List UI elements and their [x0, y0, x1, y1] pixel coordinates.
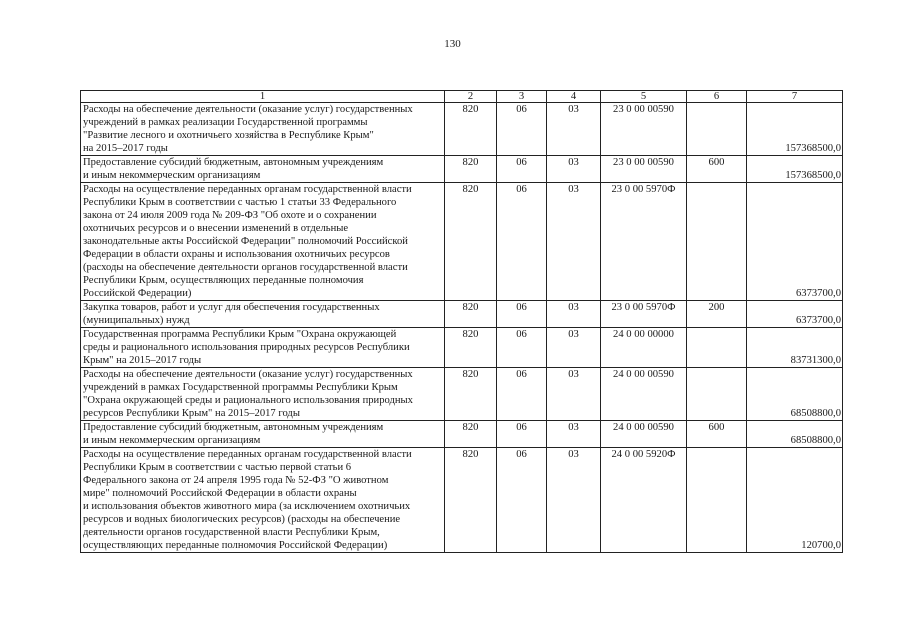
section-code: 06 — [497, 183, 547, 301]
subsection-code: 03 — [547, 421, 601, 448]
description-line: Российской Федерации) — [83, 288, 192, 299]
table-row — [81, 328, 843, 368]
section-code: 06 — [497, 301, 547, 328]
table-row — [81, 183, 843, 301]
subsection-code: 03 — [547, 301, 601, 328]
description-line: и иным некоммерческим организациям — [83, 170, 261, 181]
description-line: Закупка товаров, работ и услуг для обеспечения государственных — [83, 302, 380, 313]
description-line: осуществляющих переданные полномочия Российской Федерации) — [83, 540, 388, 551]
row-description — [81, 368, 445, 421]
description-line: деятельности органов государственной власти Республики Крым, — [83, 527, 380, 538]
header-cell-7: 7 — [747, 91, 843, 103]
description-line: Республики Крым в соответствии с частью первой статьи 6 — [83, 462, 352, 473]
amount-value: 83731300,0 — [747, 328, 843, 368]
expense-type-code: 600 — [687, 156, 747, 183]
description-line: "Охрана окружающей среды и рационального использования природных — [83, 395, 413, 406]
page-number: 130 — [444, 38, 461, 50]
target-item-code: 24 0 00 00590 — [601, 368, 687, 421]
description-line: и иным некоммерческим организациям — [83, 435, 261, 446]
target-item-code: 24 0 00 5920Ф — [601, 448, 687, 553]
amount-value: 6373700,0 — [747, 301, 843, 328]
amount-value: 68508800,0 — [747, 421, 843, 448]
expense-type-code — [687, 368, 747, 421]
table-row — [81, 103, 843, 156]
budget-admin-code: 820 — [445, 368, 497, 421]
description-line: Расходы на обеспечение деятельности (оказание услуг) государственных — [83, 369, 413, 380]
target-item-code: 24 0 00 00000 — [601, 328, 687, 368]
budget-table — [80, 90, 843, 553]
expense-type-code — [687, 183, 747, 301]
amount-value: 6373700,0 — [747, 183, 843, 301]
description-line: "Развитие лесного и охотничьего хозяйства в Республике Крым" — [83, 130, 374, 141]
description-line: ресурсов Республики Крым" на 2015–2017 годы — [83, 408, 300, 419]
row-description — [81, 421, 445, 448]
table-row — [81, 368, 843, 421]
section-code: 06 — [497, 368, 547, 421]
header-row — [81, 91, 843, 103]
amount-value: 68508800,0 — [747, 368, 843, 421]
row-description — [81, 156, 445, 183]
subsection-code: 03 — [547, 183, 601, 301]
subsection-code: 03 — [547, 156, 601, 183]
row-description — [81, 328, 445, 368]
table-row — [81, 156, 843, 183]
description-line: законодательные акты Российской Федерации" полномочий Российской — [83, 236, 408, 247]
budget-admin-code: 820 — [445, 103, 497, 156]
description-line: Предоставление субсидий бюджетным, автономным учреждениям — [83, 157, 384, 168]
target-item-code: 23 0 00 5970Ф — [601, 183, 687, 301]
budget-admin-code: 820 — [445, 301, 497, 328]
subsection-code: 03 — [547, 103, 601, 156]
section-code: 06 — [497, 328, 547, 368]
description-line: и использования объектов животного мира (за исключением охотничьих — [83, 501, 411, 512]
budget-admin-code: 820 — [445, 328, 497, 368]
section-code: 06 — [497, 103, 547, 156]
description-line: Расходы на осуществление переданных органам государственной власти — [83, 184, 412, 195]
header-cell-2: 2 — [445, 91, 497, 103]
description-line: учреждений в рамках реализации Государственной программы — [83, 117, 368, 128]
budget-admin-code: 820 — [445, 448, 497, 553]
budget-admin-code: 820 — [445, 183, 497, 301]
expense-type-code: 600 — [687, 421, 747, 448]
description-line: (муниципальных) нужд — [83, 315, 190, 326]
section-code: 06 — [497, 448, 547, 553]
row-description — [81, 448, 445, 553]
subsection-code: 03 — [547, 328, 601, 368]
table-row — [81, 448, 843, 553]
description-line: (расходы на обеспечение деятельности органов государственной власти — [83, 262, 408, 273]
description-line: Государственная программа Республики Крым "Охрана окружающей — [83, 329, 397, 340]
description-line: Расходы на осуществление переданных органам государственной власти — [83, 449, 412, 460]
description-line: среды и рационального использования природных ресурсов Республики — [83, 342, 410, 353]
description-line: Республики Крым, осуществляющих переданные полномочия — [83, 275, 364, 286]
header-cell-5: 5 — [601, 91, 687, 103]
target-item-code: 23 0 00 00590 — [601, 156, 687, 183]
budget-admin-code: 820 — [445, 156, 497, 183]
description-line: закона от 24 июля 2009 года № 209-ФЗ "Об охоте и о сохранении — [83, 210, 377, 221]
amount-value: 120700,0 — [747, 448, 843, 553]
row-description — [81, 301, 445, 328]
table-row — [81, 421, 843, 448]
row-description — [81, 183, 445, 301]
section-code: 06 — [497, 421, 547, 448]
description-line: мире" полномочий Российской Федерации в области охраны — [83, 488, 357, 499]
description-line: Крым" на 2015–2017 годы — [83, 355, 202, 366]
header-cell-3: 3 — [497, 91, 547, 103]
description-line: Республики Крым в соответствии с частью 1 статьи 33 Федерального — [83, 197, 397, 208]
description-line: Федерального закона от 24 апреля 1995 года № 52-ФЗ "О животном — [83, 475, 389, 486]
target-item-code: 23 0 00 5970Ф — [601, 301, 687, 328]
description-line: учреждений в рамках Государственной программы Республики Крым — [83, 382, 398, 393]
amount-value: 157368500,0 — [747, 156, 843, 183]
subsection-code: 03 — [547, 448, 601, 553]
description-line: Предоставление субсидий бюджетным, автономным учреждениям — [83, 422, 384, 433]
target-item-code: 23 0 00 00590 — [601, 103, 687, 156]
description-line: Расходы на обеспечение деятельности (оказание услуг) государственных — [83, 104, 413, 115]
expense-type-code: 200 — [687, 301, 747, 328]
subsection-code: 03 — [547, 368, 601, 421]
header-cell-1: 1 — [81, 91, 445, 103]
table-row — [81, 301, 843, 328]
amount-value: 157368500,0 — [747, 103, 843, 156]
description-line: на 2015–2017 годы — [83, 143, 168, 154]
section-code: 06 — [497, 156, 547, 183]
header-cell-4: 4 — [547, 91, 601, 103]
description-line: ресурсов и водных биологических ресурсов) (расходы на обеспечение — [83, 514, 401, 525]
budget-admin-code: 820 — [445, 421, 497, 448]
row-description — [81, 103, 445, 156]
target-item-code: 24 0 00 00590 — [601, 421, 687, 448]
expense-type-code — [687, 328, 747, 368]
description-line: Федерации в области охраны и использования охотничьих ресурсов — [83, 249, 390, 260]
expense-type-code — [687, 103, 747, 156]
expense-type-code — [687, 448, 747, 553]
description-line: охотничьих ресурсов и о внесении изменений в отдельные — [83, 223, 349, 234]
header-cell-6: 6 — [687, 91, 747, 103]
